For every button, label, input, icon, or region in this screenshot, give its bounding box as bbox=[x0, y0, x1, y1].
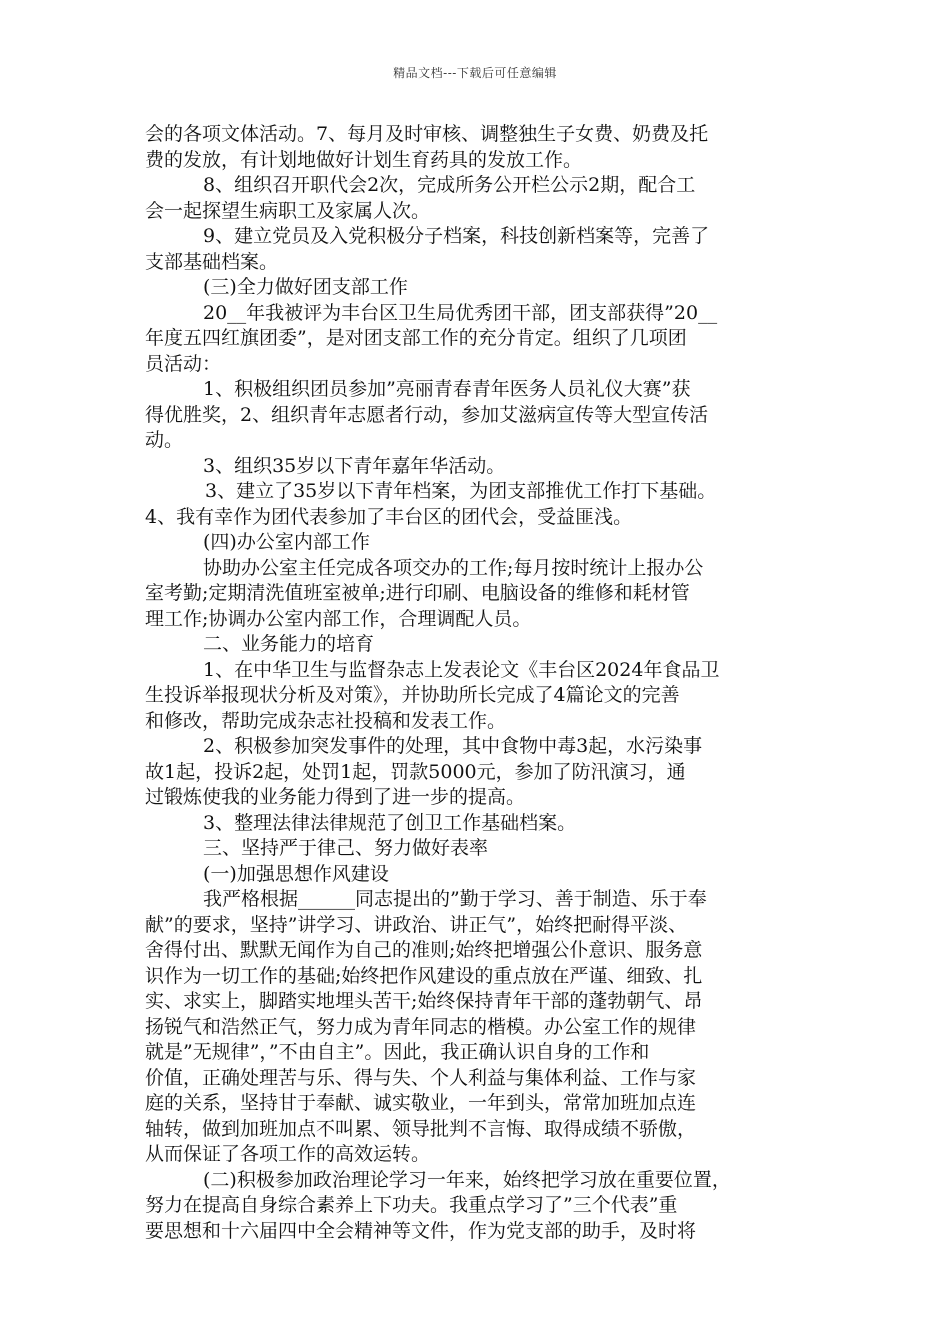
text-line: 年度五四红旗团委”，是对团支部工作的充分肯定。组织了几项团 bbox=[145, 327, 687, 349]
text-line: 过锻炼使我的业务能力得到了进一步的提高。 bbox=[145, 786, 526, 808]
section-heading: 二、业务能力的培育 bbox=[203, 633, 375, 655]
text-line: 得优胜奖，2、组织青年志愿者行动，参加艾滋病宣传等大型宣传活 bbox=[145, 403, 709, 426]
text-line: 扬锐气和浩然正气，努力成为青年同志的楷模。办公室工作的规律 bbox=[145, 1015, 697, 1038]
document-body bbox=[145, 122, 825, 1244]
text-line: 实、求实上，脚踏实地埋头苦干;始终保持青年干部的蓬勃朝气、昂 bbox=[145, 990, 703, 1012]
section-heading: 三、坚持严于律己、努力做好表率 bbox=[203, 837, 489, 859]
text-line: 4、我有幸作为团代表参加了丰台区的团代会，受益匪浅。 bbox=[145, 505, 633, 528]
text-line: 故1起，投诉2起，处罚1起，罚款5000元，参加了防汛演习，通 bbox=[145, 760, 686, 783]
text-line: 费的发放，有计划地做好计划生育药具的发放工作。 bbox=[145, 148, 583, 171]
section-heading: (一)加强思想作风建设 bbox=[203, 862, 389, 885]
text-line: 理工作;协调办公室内部工作，合理调配人员。 bbox=[145, 607, 532, 630]
text-line: 3、建立了35岁以下青年档案，为团支部推优工作打下基础。 bbox=[205, 480, 717, 502]
text-line: 员活动： bbox=[145, 352, 222, 375]
section-heading: (三)全力做好团支部工作 bbox=[203, 276, 408, 298]
text-line: 我严格根据______同志提出的”勤于学习、善于制造、乐于奉 bbox=[203, 888, 707, 910]
text-line: 1、积极组织团员参加”亮丽青春青年医务人员礼仪大赛”获 bbox=[203, 378, 691, 400]
text-line: 9、建立党员及入党积极分子档案，科技创新档案等，完善了 bbox=[203, 225, 710, 247]
text-line: 努力在提高自身综合素养上下功夫。我重点学习了”三个代表”重 bbox=[145, 1194, 678, 1216]
text-line: 20__年我被评为丰台区卫生局优秀团干部，团支部获得”20__ bbox=[203, 301, 718, 324]
text-line: 轴转，做到加班加点不叫累、领导批判不言悔、取得成绩不骄傲， bbox=[145, 1117, 697, 1140]
text-line: 室考勤;定期清洗值班室被单;进行印刷、电脑设备的维修和耗材管 bbox=[145, 582, 690, 604]
text-line: 1、在中华卫生与监督杂志上发表论文《丰台区2024年食品卫 bbox=[203, 658, 720, 681]
text-line: 3、组织35岁以下青年嘉年华活动。 bbox=[203, 454, 506, 477]
section-heading: (四)办公室内部工作 bbox=[203, 531, 370, 553]
text-line: 识作为一切工作的基础;始终把作风建设的重点放在严谨、细致、扎 bbox=[145, 964, 703, 987]
text-line: 就是”无规律”，”不由自主”。因此，我正确认识自身的工作和 bbox=[145, 1041, 650, 1063]
text-line: 献”的要求，坚持”讲学习、讲政治、讲正气”，始终把耐得平淡、 bbox=[145, 913, 688, 936]
text-line: 舍得付出、默默无闻作为自己的准则;始终把增强公仆意识、服务意 bbox=[145, 939, 703, 961]
text-line: 和修改，帮助完成杂志社投稿和发表工作。 bbox=[145, 709, 507, 732]
text-line: 生投诉举报现状分析及对策》，并协助所长完成了4篇论文的完善 bbox=[145, 684, 680, 706]
text-line: 协助办公室主任完成各项交办的工作;每月按时统计上报办公 bbox=[203, 556, 704, 579]
text-line: 2、积极参加突发事件的处理，其中食物中毒3起，水污染事 bbox=[203, 735, 703, 757]
text-line: 从而保证了各项工作的高效运转。 bbox=[145, 1143, 431, 1165]
page-header: 精品文档---下载后可任意编辑 bbox=[393, 66, 557, 80]
text-line: 价值，正确处理苦与乐、得与失、个人利益与集体利益、工作与家 bbox=[145, 1066, 697, 1089]
text-line: 要思想和十六届四中全会精神等文件，作为党支部的助手，及时将 bbox=[145, 1219, 697, 1242]
text-line: 3、整理法律法律规范了创卫工作基础档案。 bbox=[203, 811, 577, 834]
text-line: (二)积极参加政治理论学习一年来，始终把学习放在重要位置， bbox=[203, 1168, 731, 1191]
text-line: 动。 bbox=[145, 429, 184, 451]
text-line: 会一起探望生病职工及家属人次。 bbox=[145, 199, 431, 222]
text-line: 8、组织召开职代会2次，完成所务公开栏公示2期，配合工 bbox=[203, 174, 696, 196]
text-line: 会的各项文体活动。7、每月及时审核、调整独生子女费、奶费及托 bbox=[145, 123, 709, 145]
text-line: 庭的关系，坚持甘于奉献、诚实敬业，一年到头，常常加班加点连 bbox=[145, 1092, 697, 1114]
text-line: 支部基础档案。 bbox=[145, 250, 279, 273]
